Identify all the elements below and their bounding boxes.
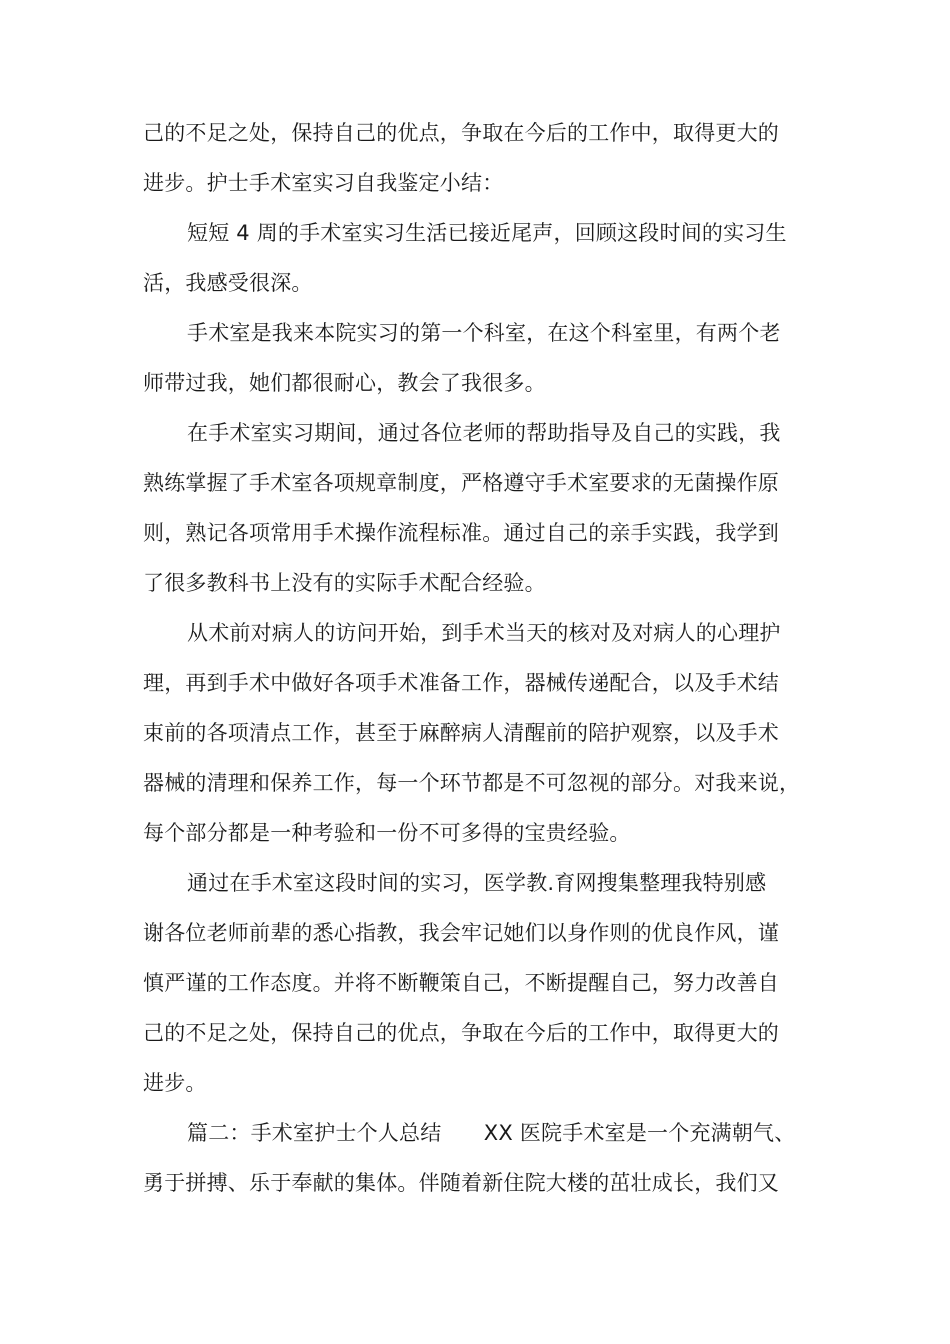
text-line: 进步。护士手术室实习自我鉴定小结：: [143, 171, 504, 195]
paragraph-start-line: 短短 4 周的手术室实习生活已接近尾声，回顾这段时间的实习生: [187, 221, 787, 245]
document-body: [143, 108, 811, 1208]
section-heading-line: 篇二：手术室护士个人总结 XX 医院手术室是一个充满朝气、: [187, 1121, 796, 1145]
text-line: 熟练掌握了手术室各项规章制度，严格遵守手术室要求的无菌操作原: [143, 471, 779, 495]
text-line: 师带过我，她们都很耐心，教会了我很多。: [143, 371, 546, 395]
text-line: 谢各位老师前辈的悉心指教，我会牢记她们以身作则的优良作风，谨: [143, 921, 779, 945]
text-line: 己的不足之处，保持自己的优点，争取在今后的工作中，取得更大的: [143, 121, 779, 145]
text-line: 束前的各项清点工作，甚至于麻醉病人清醒前的陪护观察，以及手术: [143, 721, 779, 745]
paragraph-start-line: 在手术室实习期间，通过各位老师的帮助指导及自己的实践，我: [187, 421, 781, 445]
text-line: 勇于拼搏、乐于奉献的集体。伴随着新住院大楼的茁壮成长，我们又: [143, 1171, 779, 1195]
text-line: 理，再到手术中做好各项手术准备工作，器械传递配合，以及手术结: [143, 671, 779, 695]
text-line: 慎严谨的工作态度。并将不断鞭策自己，不断提醒自己，努力改善自: [143, 971, 779, 995]
text-line: 则，熟记各项常用手术操作流程标准。通过自己的亲手实践，我学到: [143, 521, 779, 545]
paragraph-start-line: 手术室是我来本院实习的第一个科室，在这个科室里，有两个老: [187, 321, 781, 345]
paragraph-start-line: 从术前对病人的访问开始，到手术当天的核对及对病人的心理护: [187, 621, 781, 645]
paragraph-start-line: 通过在手术室这段时间的实习，医学教.育网搜集整理我特别感: [187, 871, 767, 895]
text-line: 己的不足之处，保持自己的优点，争取在今后的工作中，取得更大的: [143, 1021, 779, 1045]
text-line: 进步。: [143, 1071, 207, 1095]
text-line: 器械的清理和保养工作，每一个环节都是不可忽视的部分。对我来说，: [143, 771, 801, 795]
text-line: 每个部分都是一种考验和一份不可多得的宝贵经验。: [143, 821, 631, 845]
text-line: 了很多教科书上没有的实际手术配合经验。: [143, 571, 546, 595]
text-line: 活，我感受很深。: [143, 271, 313, 295]
